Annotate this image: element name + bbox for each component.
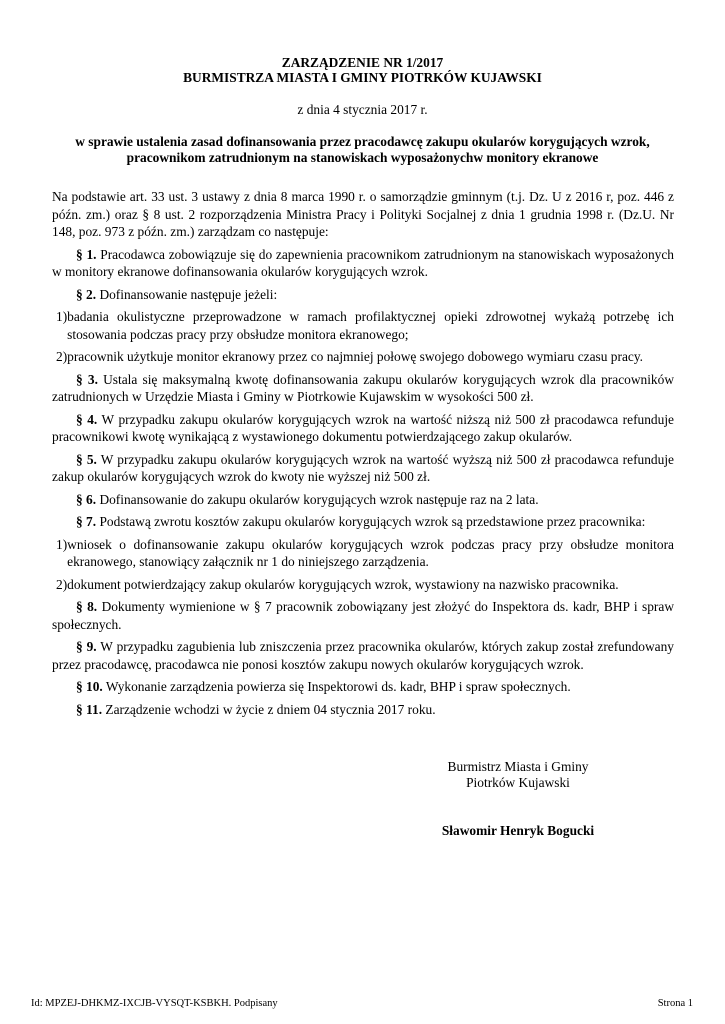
list-text: dokument potwierdzający zakup okularów korygujących wzrok, wystawiony na nazwisko pracownika. <box>67 576 619 592</box>
section-4 <box>52 411 674 446</box>
section-mark: § 8. <box>76 599 98 614</box>
list-number: 1) <box>56 309 68 324</box>
section-mark: § 10. <box>76 679 103 694</box>
section-1 <box>52 246 674 281</box>
footer-page-number: Strona 1 <box>657 998 693 1009</box>
section-mark: § 5. <box>76 451 97 467</box>
section-text: Ustala się maksymalną kwotę dofinansowania zakupu okularów korygujących wzrok dla pracowników zatrudnionych w Urzędzie Miasta i Gminy w Piotrkowie Kujawskim w wysokości 500 zł. <box>52 371 674 404</box>
section-text: Dokumenty wymienione w § 7 pracownik zobowiązany jest złożyć do Inspektora ds. kadr, BHP i spraw społecznych. <box>52 599 674 632</box>
legal-basis-paragraph: Na podstawie art. 33 ust. 3 ustawy z dnia 8 marca 1990 r. o samorządzie gminnym (t.j. Dz. U z 2016 r, poz. 446 z późn. zm.) oraz § 8 ust. 2 rozporządzenia Ministra Pracy i Polityki Socjalnej z dnia 1 grudnia 1998 r. (Dz.U. Nr 148, poz. 973 z późn. zm.) zarządzam co następuje: <box>52 189 674 239</box>
document-issuer: BURMISTRZA MIASTA I GMINY PIOTRKÓW KUJAWSKI <box>183 70 542 85</box>
section-8 <box>52 598 674 633</box>
signatory-title-line-2: Piotrków Kujawski <box>466 775 570 790</box>
list-number: 1) <box>56 536 68 552</box>
section-text: W przypadku zakupu okularów korygujących wzrok na wartość niższą niż 500 zł pracodawca refunduje pracownikowi kwotę wynikającą z wystawionego dokumentu potwierdzającego zakup okularów. <box>52 411 674 444</box>
section-10 <box>52 678 674 696</box>
section-7-item-1 <box>52 536 674 571</box>
section-mark: § 1. <box>76 246 97 262</box>
section-mark: § 11. <box>76 701 103 717</box>
signatory-title-line-1: Burmistrz Miasta i Gminy <box>447 759 589 774</box>
list-text: wniosek o dofinansowanie zakupu okularów korygujących wzrok podczas pracy przy obsłudze monitora ekranowego, stanowiący załącznik nr 1 do niniejszego zarządzenia. <box>67 536 674 569</box>
section-mark: § 4. <box>76 411 98 427</box>
section-text: W przypadku zagubienia lub zniszczenia przez pracownika okularów, których zakup został zrefundowany przez pracodawcę, pracodawca nie ponosi kosztów zakupu nowych okularów korygujących wzrok. <box>52 639 674 672</box>
document-subject-line-2: pracownikom zatrudnionym na stanowiskach wyposażonychw monitory ekranowe <box>126 150 599 165</box>
section-text: Zarządzenie wchodzi w życie z dniem 04 stycznia 2017 roku. <box>102 701 436 717</box>
signatory-name: Sławomir Henryk Bogucki <box>441 823 595 838</box>
document-body <box>52 188 674 718</box>
section-text: Dofinansowanie do zakupu okularów korygujących wzrok następuje raz na 2 lata. <box>96 491 539 507</box>
section-9 <box>52 638 674 673</box>
section-mark: § 3. <box>76 371 98 387</box>
section-5 <box>52 451 674 486</box>
section-text: Pracodawca zobowiązuje się do zapewnienia pracownikom zatrudnionym na stanowiskach wyposażonych w monitory ekranowe dofinansowania okularów korygujących wzrok. <box>52 246 674 279</box>
section-text: W przypadku zakupu okularów korygujących wzrok na wartość wyższą niż 500 zł pracodawca refunduje zakup okularów korygujących wzrok do kwoty nie wyższej niż 500 zł. <box>52 451 674 484</box>
section-11 <box>52 701 674 719</box>
list-number: 2) <box>56 576 68 592</box>
section-mark: § 2. <box>76 286 97 302</box>
section-3 <box>52 371 674 406</box>
section-text: Podstawą zwrotu kosztów zakupu okularów korygujących wzrok są przedstawione przez pracownika: <box>96 514 646 529</box>
list-text: badania okulistyczne przeprowadzone w ramach profilaktycznej opieki zdrowotnej wykażą potrzebę ich stosowania podczas pracy przy obsłudze monitora ekranowego; <box>67 309 674 342</box>
section-2-item-1 <box>52 308 674 343</box>
section-2 <box>52 286 674 304</box>
document-subject-line-1: w sprawie ustalenia zasad dofinansowania przez pracodawcę zakupu okularów korygujących wzrok, <box>75 134 650 149</box>
document-title: ZARZĄDZENIE NR 1/2017 <box>281 55 444 70</box>
section-7 <box>52 513 674 531</box>
footer-document-id: Id: MPZEJ-DHKMZ-IXCJB-VYSQT-KSBKH. Podpisany <box>31 998 278 1009</box>
section-mark: § 9. <box>76 639 97 654</box>
section-2-item-2 <box>52 348 674 366</box>
section-text: Wykonanie zarządzenia powierza się Inspektorowi ds. kadr, BHP i spraw społecznych. <box>102 679 571 694</box>
section-mark: § 6. <box>76 491 97 507</box>
section-text: Dofinansowanie następuje jeżeli: <box>96 286 278 302</box>
list-text: pracownik użytkuje monitor ekranowy przez co najmniej połowę swojego dobowego wymiaru czasu pracy. <box>67 349 644 364</box>
section-7-item-2 <box>52 576 674 594</box>
section-6 <box>52 491 674 509</box>
document-date: z dnia 4 stycznia 2017 r. <box>297 102 428 117</box>
section-mark: § 7. <box>76 514 97 529</box>
list-number: 2) <box>56 349 68 364</box>
